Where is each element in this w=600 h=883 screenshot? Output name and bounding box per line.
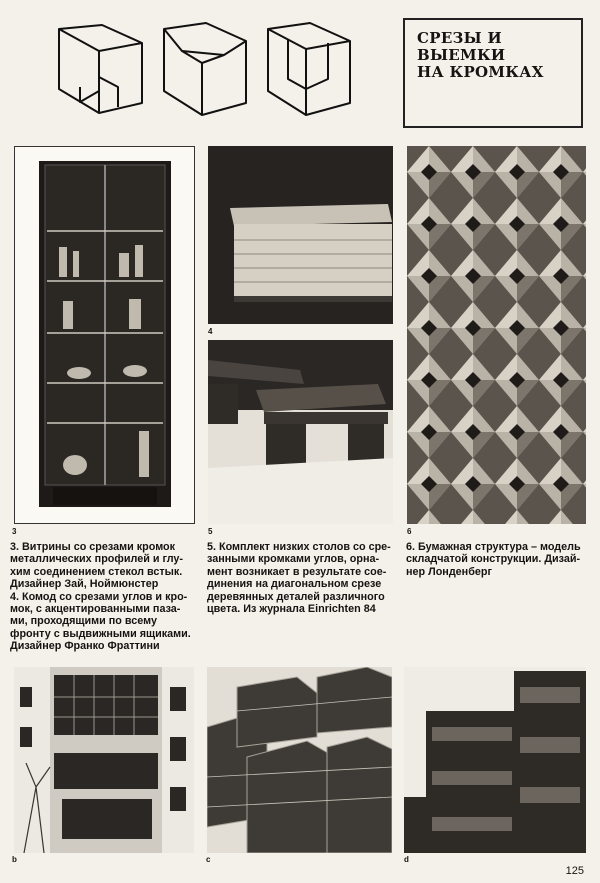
caption-figures-3-4: 3. Витрины со срезами кромок металлических профилей и глу- хим соединением стекол встык. Дизайнер Зай, Ноймюнстер 4. Комод со срезами углов и кро- мок, с акцентированными паза- ми, проходящими по всему фронту с выдвижными ящиками. Дизайнер Франко Фраттини <box>10 541 191 653</box>
folded-structure-pattern-icon <box>407 146 586 524</box>
folded-paper-structure-photo <box>407 146 586 524</box>
display-cabinet-photo <box>39 161 171 507</box>
low-tables-photo <box>208 340 393 524</box>
building-facade-c-icon <box>207 667 392 853</box>
figure-3-number: 3 <box>12 527 17 536</box>
cabinet-glass-shelves-icon <box>39 161 171 507</box>
figure-4-number: 4 <box>208 327 213 336</box>
cube-chamfered-icon <box>164 23 246 115</box>
chest-of-drawers-icon <box>208 146 393 324</box>
building-facade-d-icon <box>404 667 586 853</box>
cube-diagrams <box>14 17 390 127</box>
figure-5-number: 5 <box>208 527 213 536</box>
cube-notched-icon <box>59 25 142 113</box>
cube-grooved-icon <box>268 23 350 115</box>
section-title: СРЕЗЫ И ВЫЕМКИ НА КРОМКАХ <box>417 29 544 81</box>
building-c-photo <box>207 667 392 853</box>
figure-d-label: d <box>404 855 409 864</box>
figure-6-number: 6 <box>407 527 412 536</box>
figure-3-frame <box>14 146 195 524</box>
caption-figure-5: 5. Комплект низких столов со сре- занными кромками углов, орна- мент возникает в результате сое- динения на диагональном срезе деревянных деталей различного цвета. Из журнала Einrichten 84 <box>207 541 391 616</box>
caption-figure-6: 6. Бумажная структура – модель складчатой конструкции. Дизай- нер Лонденберг <box>406 541 581 578</box>
figure-b-label: b <box>12 855 17 864</box>
section-title-box <box>403 18 583 128</box>
cube-illustrations <box>14 17 390 127</box>
building-d-photo <box>404 667 586 853</box>
building-facade-b-icon <box>14 667 194 853</box>
figure-c-label: c <box>206 855 211 864</box>
page-number: 125 <box>565 865 584 877</box>
chest-of-drawers-photo <box>208 146 393 324</box>
low-tables-icon <box>208 340 393 524</box>
building-b-photo <box>14 667 194 853</box>
